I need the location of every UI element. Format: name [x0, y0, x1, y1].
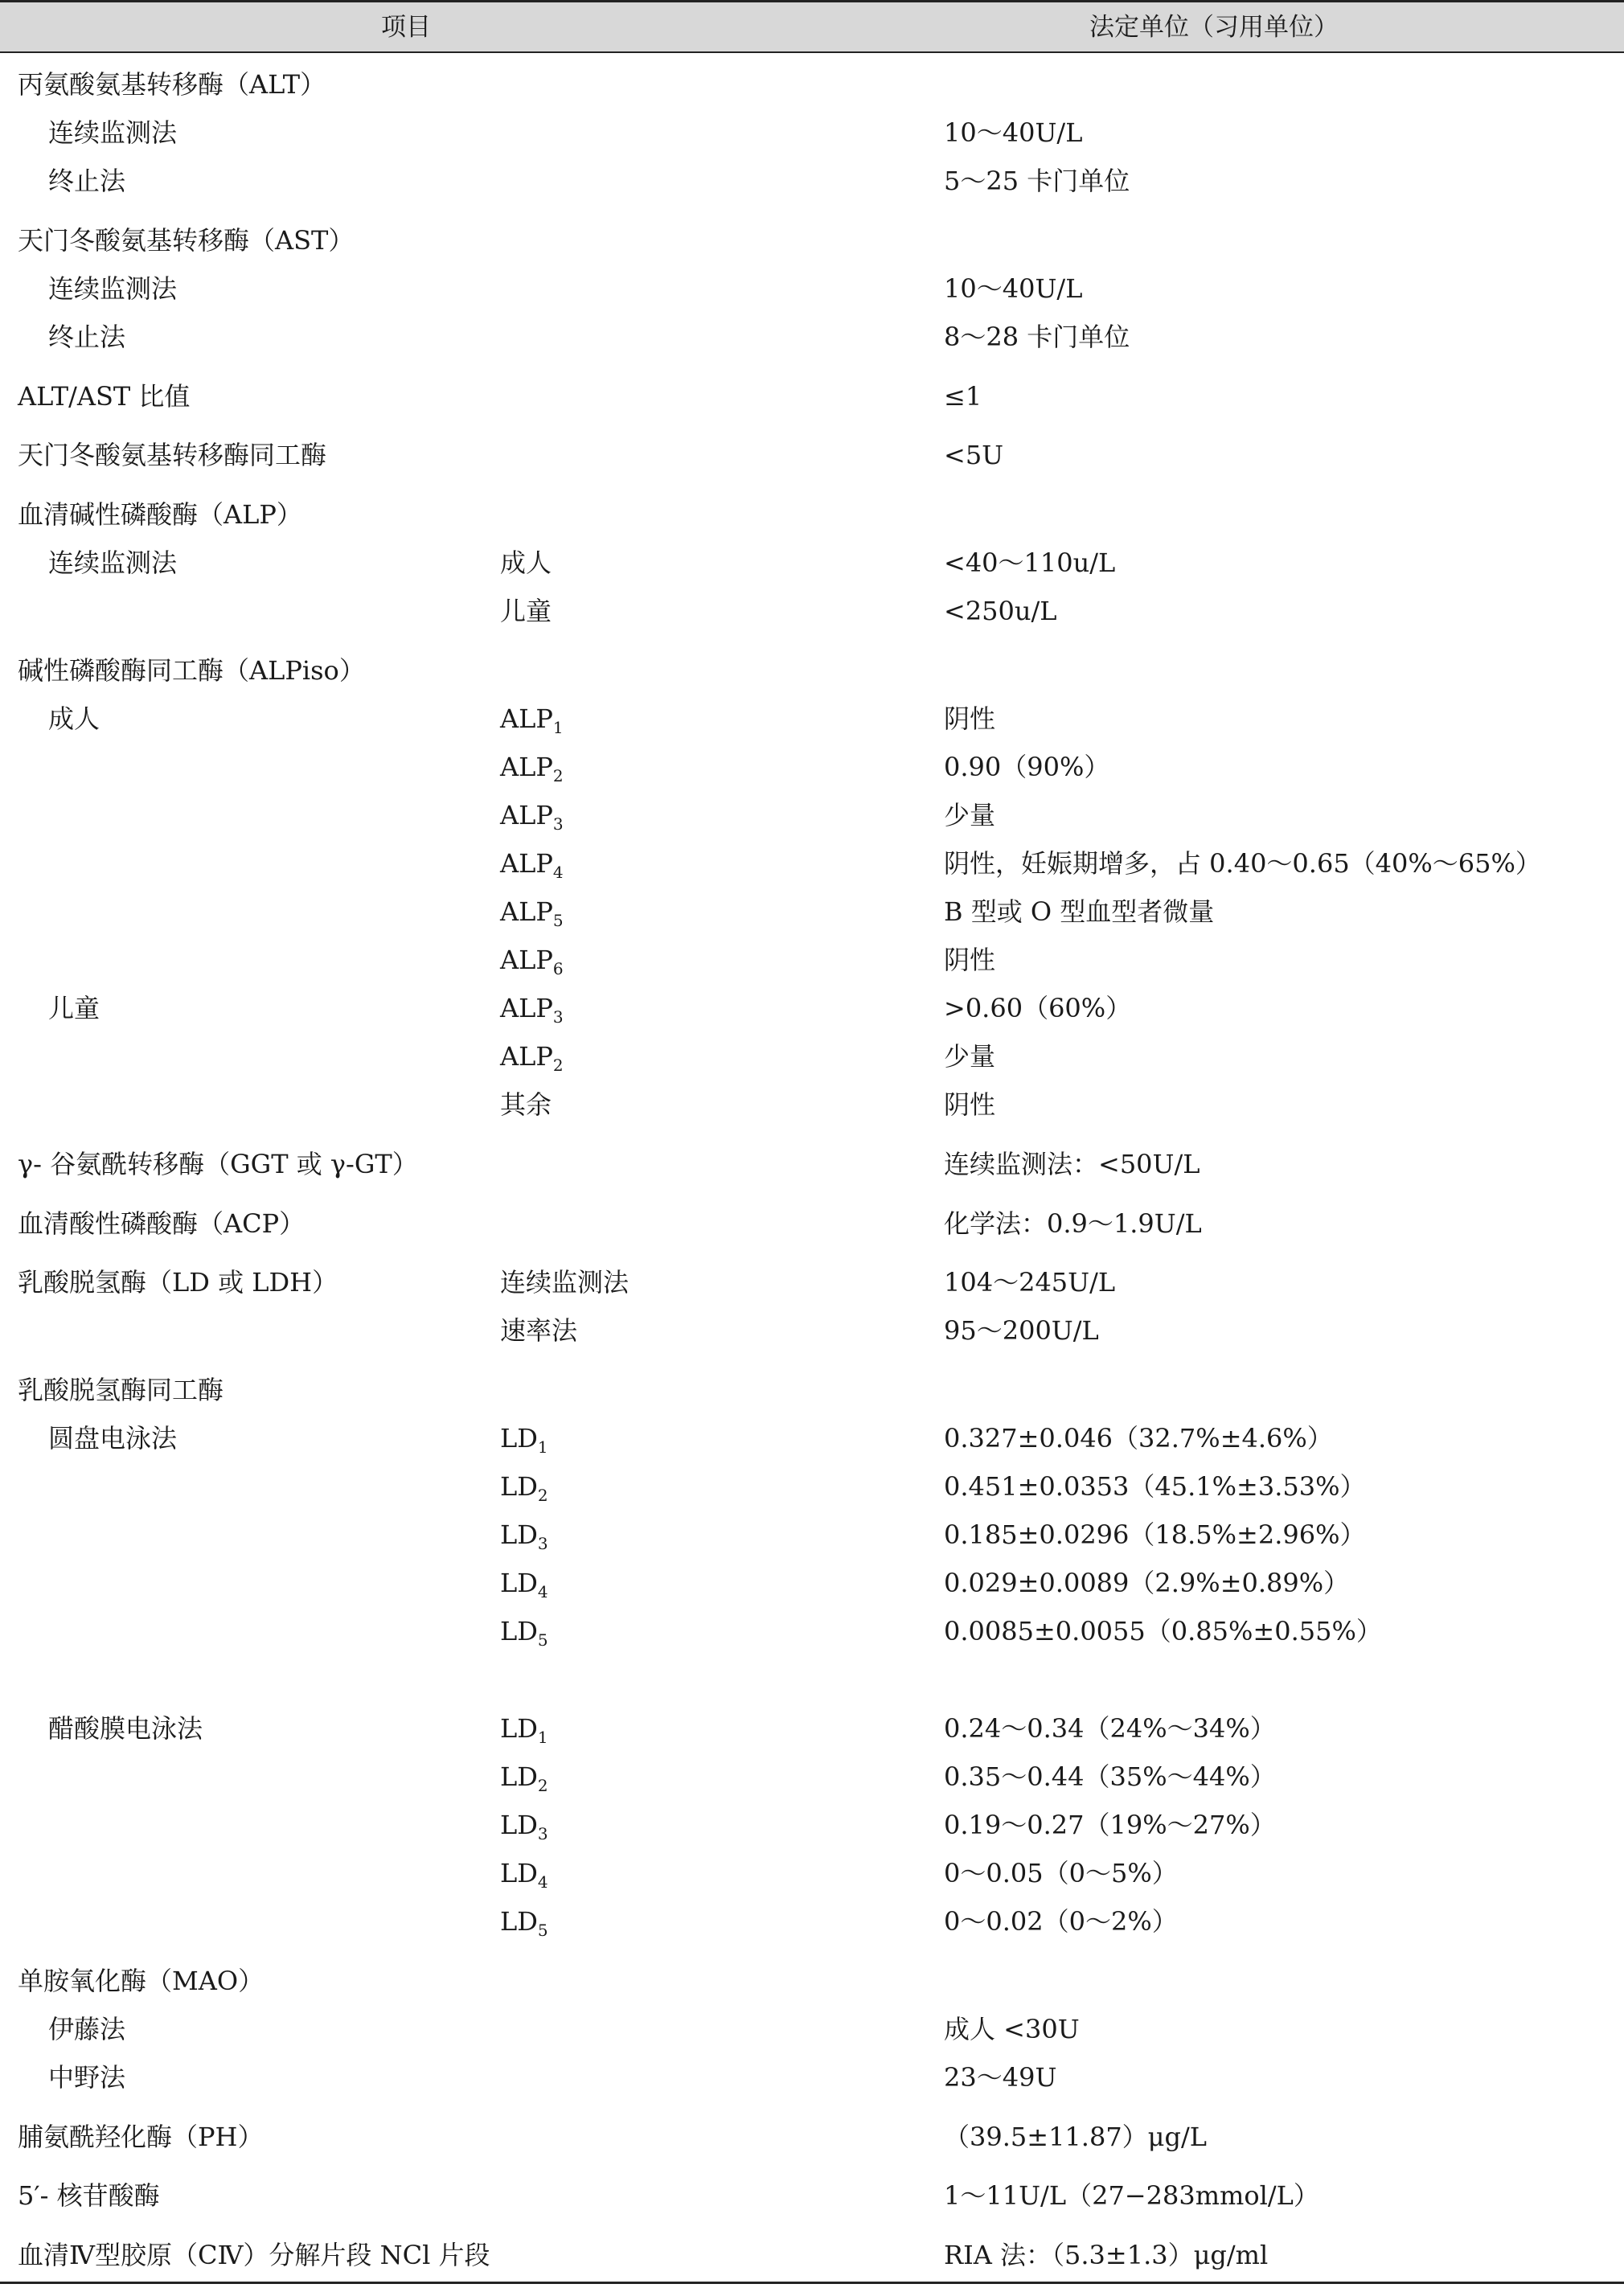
row-item: 血清Ⅳ型胶原（CⅣ）分解片段 NCl 片段	[18, 2240, 490, 2270]
row-value: 0.451±0.0353（45.1%±3.53%）	[944, 1471, 1366, 1502]
table-row	[0, 1466, 1624, 1507]
row-subitem-text: ALP	[500, 752, 553, 782]
row-value: 104～245U/L	[944, 1267, 1116, 1298]
table-row	[0, 591, 1624, 631]
header-item: 项目	[381, 13, 431, 42]
table-row	[0, 1708, 1624, 1749]
table-row	[0, 1370, 1624, 1410]
row-subitem	[500, 892, 564, 935]
row-subitem	[500, 1757, 548, 1800]
row-item: 成人	[48, 703, 100, 734]
row-value: >0.60（60%）	[944, 993, 1132, 1023]
row-item: 终止法	[48, 322, 126, 352]
row-subitem-text: LD	[500, 1713, 538, 1744]
row-item: 天门冬酸氨基转移酶同工酶	[18, 440, 327, 470]
row-subitem-subscript: 3	[552, 1007, 564, 1027]
row-value: ≤1	[944, 381, 982, 412]
table-row	[0, 317, 1624, 357]
row-subitem	[500, 1563, 548, 1606]
row-subitem	[500, 1901, 548, 1945]
row-subitem	[500, 843, 564, 887]
row-item: 儿童	[48, 993, 100, 1023]
row-item: γ- 谷氨酰转移酶（GGT 或 γ-GT）	[18, 1149, 418, 1179]
row-subitem-text: LD	[500, 1906, 538, 1937]
row-subitem-subscript: 3	[537, 1534, 548, 1553]
table-row	[0, 2057, 1624, 2097]
table-row	[0, 1085, 1624, 1125]
row-value: 成人 <30U	[944, 2014, 1080, 2044]
table-row	[0, 1036, 1624, 1076]
row-subitem	[500, 543, 552, 586]
row-subitem-text: LD	[500, 1568, 538, 1598]
row-subitem	[500, 795, 564, 839]
row-subitem-subscript: 5	[537, 1630, 548, 1650]
row-value: RIA 法：（5.3±1.3）μg/ml	[944, 2240, 1269, 2270]
row-subitem-text: ALP	[500, 848, 553, 879]
table-row	[0, 1805, 1624, 1845]
table-row	[0, 747, 1624, 787]
table-row	[0, 699, 1624, 739]
row-subitem-text: 速率法	[500, 1315, 578, 1346]
row-item: 连续监测法	[48, 273, 178, 304]
row-item: 乳酸脱氢酶（LD 或 LDH）	[18, 1267, 338, 1298]
row-subitem-subscript: 5	[537, 1921, 548, 1940]
table-row	[0, 543, 1624, 583]
table-row	[0, 2175, 1624, 2216]
row-subitem	[500, 988, 564, 1031]
table-row	[0, 435, 1624, 475]
row-subitem-text: ALP	[500, 703, 553, 734]
table-row	[0, 1310, 1624, 1351]
row-subitem-subscript: 1	[537, 1437, 548, 1457]
row-item: 5′- 核苷酸酶	[18, 2180, 160, 2211]
row-subitem-text: ALP	[500, 1041, 553, 1072]
row-value: 阴性，妊娠期增多，占 0.40～0.65（40%～65%）	[944, 848, 1541, 879]
row-subitem	[500, 1036, 564, 1080]
row-subitem-text: ALP	[500, 993, 553, 1023]
table-row	[0, 940, 1624, 980]
row-item: 圆盘电泳法	[48, 1423, 178, 1454]
table-row	[0, 1203, 1624, 1244]
table-row	[0, 892, 1624, 932]
row-subitem	[500, 1310, 577, 1354]
row-item: 醋酸膜电泳法	[48, 1713, 203, 1744]
table-row	[0, 1418, 1624, 1458]
row-value: 0～0.02（0～2%）	[944, 1906, 1178, 1937]
table-row	[0, 2009, 1624, 2049]
row-value: 0～0.05（0～5%）	[944, 1858, 1178, 1888]
row-item: 血清碱性磷酸酶（ALP）	[18, 499, 302, 530]
table-row	[0, 1901, 1624, 1942]
row-value: 1～11U/L（27−283mmol/L）	[944, 2180, 1319, 2211]
row-value: 95～200U/L	[944, 1315, 1099, 1346]
table-row	[0, 988, 1624, 1028]
row-value: 0.35～0.44（35%～44%）	[944, 1761, 1276, 1792]
row-value: <40～110u/L	[944, 547, 1116, 578]
row-value: 5～25 卡门单位	[944, 166, 1130, 196]
table-row	[0, 1515, 1624, 1555]
row-subitem-text: ALP	[500, 896, 553, 927]
row-subitem	[500, 1708, 548, 1752]
row-subitem	[500, 699, 564, 742]
table-row	[0, 269, 1624, 309]
row-item: 连续监测法	[48, 547, 178, 578]
row-value: 0.19～0.27（19%～27%）	[944, 1810, 1276, 1840]
bottom-rule	[0, 2282, 1624, 2284]
row-subitem-subscript: 1	[537, 1728, 548, 1747]
row-value: 0.24～0.34（24%～34%）	[944, 1713, 1276, 1744]
row-subitem-text: LD	[500, 1858, 538, 1888]
header-unit: 法定单位（习用单位）	[1089, 13, 1339, 42]
row-value: 少量	[944, 800, 996, 830]
row-subitem-subscript: 2	[537, 1486, 548, 1505]
row-subitem-text: 成人	[500, 547, 552, 578]
row-value: 23～49U	[944, 2062, 1057, 2093]
row-value: 0.029±0.0089（2.9%±0.89%）	[944, 1568, 1350, 1598]
row-subitem-text: ALP	[500, 945, 553, 975]
table-row	[0, 1144, 1624, 1184]
row-subitem-subscript: 1	[552, 718, 564, 737]
row-value: 0.327±0.046（32.7%±4.6%）	[944, 1423, 1333, 1454]
table-row	[0, 843, 1624, 884]
row-value: 0.185±0.0296（18.5%±2.96%）	[944, 1519, 1366, 1550]
row-subitem-subscript: 6	[552, 959, 564, 978]
row-subitem	[500, 1466, 548, 1510]
row-value: 连续监测法：<50U/L	[944, 1149, 1200, 1179]
row-value: B 型或 O 型血型者微量	[944, 896, 1215, 927]
row-value: 0.90（90%）	[944, 752, 1110, 782]
row-item: 丙氨酸氨基转移酶（ALT）	[18, 69, 326, 100]
row-item: 血清酸性磷酸酶（ACP）	[18, 1208, 306, 1239]
row-subitem-subscript: 4	[552, 863, 564, 882]
row-value: <250u/L	[944, 596, 1057, 626]
table-row	[0, 1853, 1624, 1893]
table-row	[0, 2117, 1624, 2157]
row-item: 碱性磷酸酶同工酶（ALPiso）	[18, 655, 365, 686]
row-subitem-subscript: 3	[552, 814, 564, 834]
table-header	[0, 0, 1624, 53]
row-item: 脯氨酰羟化酶（PH）	[18, 2122, 264, 2152]
row-subitem-text: ALP	[500, 800, 553, 830]
row-subitem	[500, 1515, 548, 1558]
row-subitem-text: 连续监测法	[500, 1267, 630, 1298]
row-subitem-text: LD	[500, 1519, 538, 1550]
row-subitem	[500, 1611, 548, 1654]
table-row	[0, 376, 1624, 416]
table-row	[0, 1757, 1624, 1797]
row-item: 伊藤法	[48, 2014, 126, 2044]
table-row	[0, 1563, 1624, 1603]
row-subitem-text: LD	[500, 1761, 538, 1792]
row-subitem-subscript: 3	[537, 1824, 548, 1843]
row-value: 0.0085±0.0055（0.85%±0.55%）	[944, 1616, 1382, 1646]
table-row	[0, 2235, 1624, 2275]
row-subitem-subscript: 4	[537, 1582, 548, 1601]
row-subitem-text: LD	[500, 1810, 538, 1840]
table-row	[0, 220, 1624, 260]
table-row	[0, 1961, 1624, 2001]
row-subitem	[500, 1418, 548, 1462]
row-subitem-text: 其余	[500, 1089, 552, 1120]
row-subitem-text: LD	[500, 1423, 538, 1454]
row-subitem	[500, 1853, 548, 1896]
row-subitem-subscript: 2	[537, 1776, 548, 1795]
row-value: 阴性	[944, 1089, 996, 1120]
row-value: 少量	[944, 1041, 996, 1072]
row-subitem	[500, 591, 552, 634]
table-row	[0, 161, 1624, 201]
table-row	[0, 494, 1624, 535]
row-value: 化学法：0.9～1.9U/L	[944, 1208, 1202, 1239]
row-subitem-subscript: 2	[552, 766, 564, 785]
table-row	[0, 1262, 1624, 1302]
table-row	[0, 64, 1624, 105]
row-item: 单胺氧化酶（MAO）	[18, 1966, 265, 1996]
row-value: 10～40U/L	[944, 273, 1083, 304]
row-item: 连续监测法	[48, 117, 178, 148]
table-row	[0, 795, 1624, 835]
row-value: 阴性	[944, 945, 996, 975]
row-subitem-subscript: 2	[552, 1056, 564, 1075]
row-subitem-subscript: 5	[552, 911, 564, 930]
table-row	[0, 1611, 1624, 1651]
row-subitem-text: LD	[500, 1616, 538, 1646]
row-subitem	[500, 1805, 548, 1848]
row-item: 天门冬酸氨基转移酶（AST）	[18, 225, 355, 256]
row-subitem-text: 儿童	[500, 596, 552, 626]
row-value: <5U	[944, 440, 1004, 470]
row-subitem-text: LD	[500, 1471, 538, 1502]
table-row	[0, 650, 1624, 691]
row-subitem-subscript: 4	[537, 1872, 548, 1892]
row-item: 中野法	[48, 2062, 126, 2093]
row-value: 阴性	[944, 703, 996, 734]
row-item: ALT/AST 比值	[18, 381, 191, 412]
row-item: 终止法	[48, 166, 126, 196]
row-subitem	[500, 747, 564, 790]
row-value: 8～28 卡门单位	[944, 322, 1130, 352]
table-row	[0, 113, 1624, 153]
row-value: 10～40U/L	[944, 117, 1083, 148]
row-subitem	[500, 940, 564, 983]
row-subitem	[500, 1262, 629, 1306]
row-item: 乳酸脱氢酶同工酶	[18, 1375, 224, 1405]
row-subitem	[500, 1085, 552, 1128]
row-value: （39.5±11.87）μg/L	[944, 2122, 1207, 2152]
